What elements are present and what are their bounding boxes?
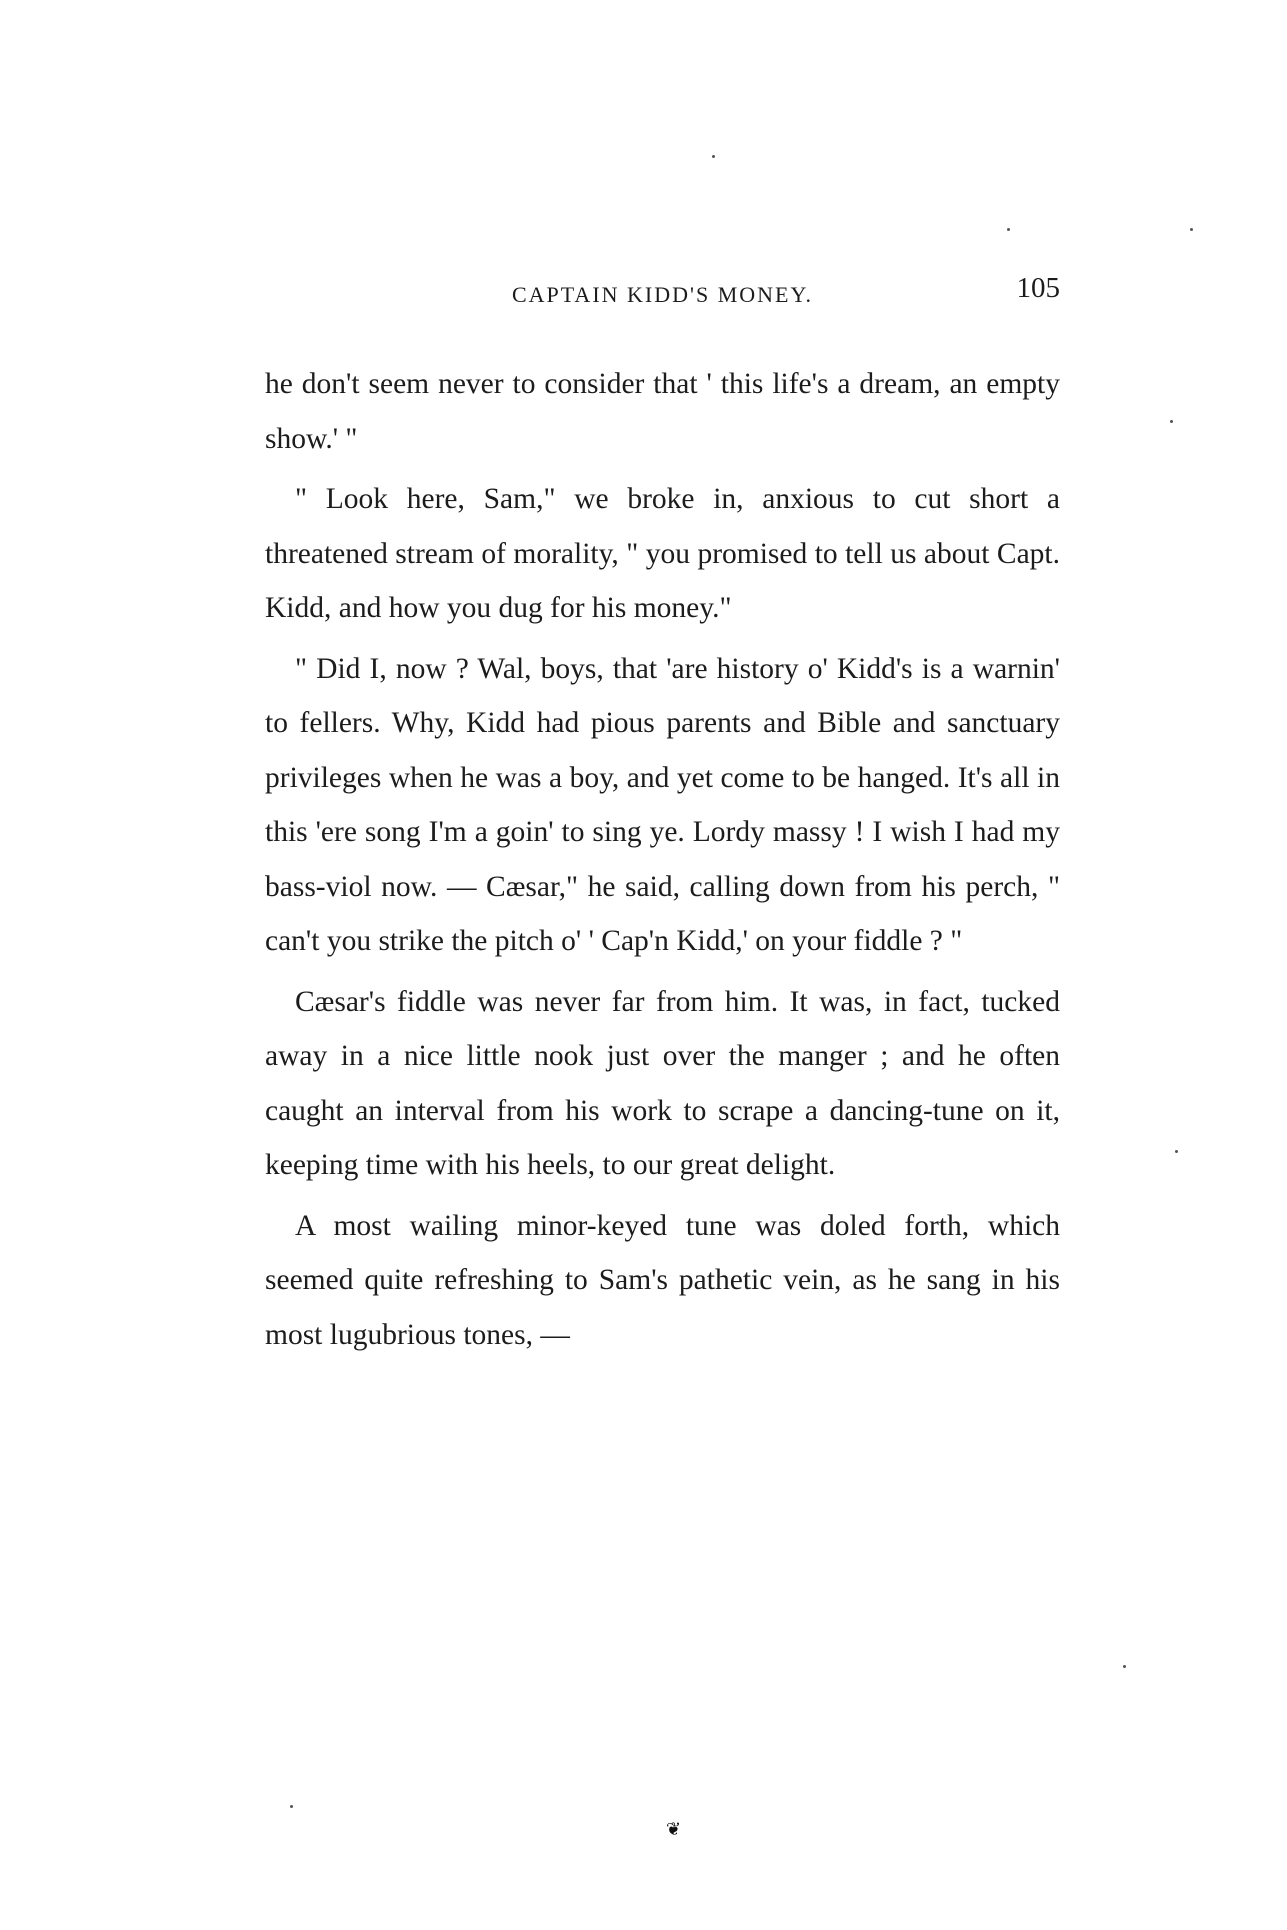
running-title: CAPTAIN KIDD'S MONEY. bbox=[511, 282, 814, 307]
print-speck bbox=[1190, 228, 1193, 231]
body-text bbox=[265, 357, 1060, 1362]
print-speck bbox=[1175, 1150, 1178, 1153]
paragraph: " Look here, Sam," we broke in, anxious to cut short a threatened stream of morality, " you promised to tell us about Capt. Kidd, and how you dug for his money." bbox=[265, 483, 1060, 624]
print-speck bbox=[712, 155, 715, 158]
paragraph: " Did I, now ? Wal, boys, that 'are history o' Kidd's is a warnin' to fellers. Why, Kidd had pious parents and Bible and sanctuary privileges when he was a boy, and yet come to be hanged. It's all in this 'ere song I'm a goin' to sing ye. Lordy massy ! I wish I had my bass-viol now. — Cæsar," he said, calling down from his perch, " can't you strike the pitch o' ' Cap'n Kidd,' on your fiddle ? " bbox=[265, 652, 1060, 957]
running-head bbox=[265, 272, 1060, 312]
print-speck bbox=[290, 1805, 293, 1808]
print-speck bbox=[1170, 420, 1173, 423]
paragraph: A most wailing minor-keyed tune was doled forth, which seemed quite refreshing to Sam's pathetic vein, as he sang in his most lugubrious tones, — bbox=[265, 1209, 1060, 1351]
printer-ornament-icon: ❦ bbox=[666, 1819, 682, 1839]
page-number: 105 bbox=[1016, 272, 1060, 304]
print-speck bbox=[1123, 1665, 1126, 1668]
paragraph-continued: he don't seem never to consider that ' this life's a dream, an empty show.' " bbox=[265, 368, 1060, 455]
print-speck bbox=[1007, 228, 1010, 231]
paragraph: Cæsar's fiddle was never far from him. It was, in fact, tucked away in a nice little nook just over the manger ; and he often caught an interval from his work to scrape a dancing-tune on it, keeping time with his heels, to our great delight. bbox=[265, 985, 1060, 1181]
